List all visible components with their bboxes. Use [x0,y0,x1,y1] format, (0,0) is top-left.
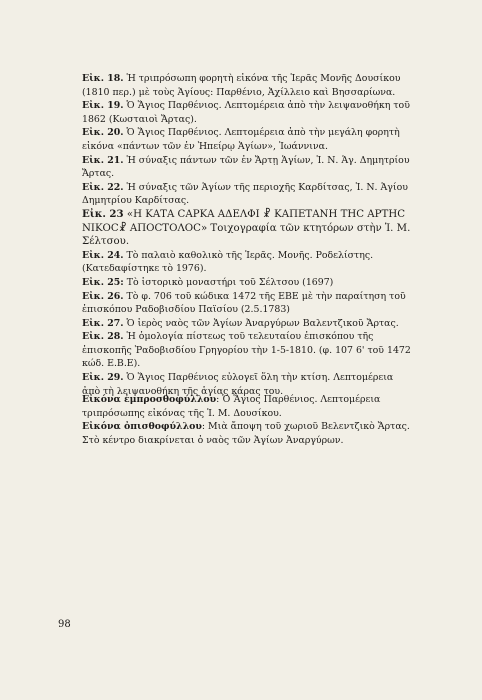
figure-captions [82,72,414,398]
cover-notes [82,393,414,447]
page-number: 98 [58,619,71,630]
caption-20: Εἰκ. 20. Ὁ Ἅγιος Παρθένιος. Λεπτομέρεια ἀπὸ τὴν μεγάλη φορητὴ εἰκόνα «πάντων τῶν ἐν Ἠπείρῳ Ἁγίων», Ἰωάννινα. [82,127,400,152]
caption-23: Εἰκ. 23 «Η ΚΑΤΑ ϹΑΡΚΑ ΑΔΕΛΦΙ ☧ ΚΑΠΕΤΑΝΗ ΤΗϹ ΑΡΤΗϹ ΝΙΚΟϹ☧ ΑΠΟϹΤΟΛΟϹ» Τοιχογραφία τῶν κτητόρων στὴν Ἱ. Μ. Σέλτσου. [82,207,411,248]
caption-24: Εἰκ. 24. Τὸ παλαιὸ καθολικὸ τῆς Ἱερᾶς. Μονῆς. Ροδελίστης. (Κατεδαφίστηκε τὸ 1976). [82,249,374,275]
caption-18: Εἰκ. 18. Ἡ τριπρόσωπη φορητὴ εἰκόνα τῆς Ἱερᾶς Μονῆς Δουσίκου (1810 περ.) μὲ τοὺς Ἁγίους: Παρθένιο, Ἀχίλλειο καὶ Βησσαρίωνα. [82,73,401,98]
caption-21: Εἰκ. 21. Ἡ σύναξις πάντων τῶν ἐν Ἄρτῃ Ἁγίων, Ἱ. Ν. Ἁγ. Δημητρίου Ἄρτας. [82,154,410,180]
caption-27: Εἰκ. 27. Ὁ ἱερὸς ναὸς τῶν Ἁγίων Ἀναργύρων Βαλεντζικοῦ Ἄρτας. [82,317,399,329]
caption-19: Εἰκ. 19. Ὁ Ἅγιος Παρθένιος. Λεπτομέρεια ἀπὸ τὴν λειψανοθήκη τοῦ 1862 (Κωσταιοὶ Ἄρτας). [82,100,410,125]
front-cover-note: Εἰκόνα ἐμπροσθοφύλλου: Ὁ Ἅγιος Παρθένιος. Λεπτομέρεια τριπρόσωπης εἰκόνας τῆς Ἱ. Μ. Δουσίκου. [82,394,381,419]
back-cover-note: Εἰκόνα ὀπισθοφύλλου: Μιὰ ἄποψη τοῦ χωριοῦ Βελεντζικὸ Ἄρτας. Στὸ κέντρο διακρίνεται ὁ ναὸς τῶν Ἁγίων Ἀναργύρων. [82,421,410,446]
caption-28: Εἰκ. 28. Ἡ ὁμολογία πίστεως τοῦ τελευταίου ἐπισκόπου τῆς ἐπισκοπῆς Ῥαδοβισδίου Γρηγορίου τὴν 1-5-1810. (φ. 107 6' τοῦ 1472 κώδ. Ε.Β.Ε). [82,331,411,370]
caption-25: Εἰκ. 25: Τὸ ἱστορικὸ μοναστήρι τοῦ Σέλτσου (1697) [82,276,334,288]
caption-29: Εἰκ. 29. Ὁ Ἅγιος Παρθένιος εὐλογεῖ ὅλη τὴν κτίση. Λεπτομέρεια ἀπὸ τὴ λειψανοθήκη τῆς ἁγίας κάρας του. [82,372,394,397]
caption-22: Εἰκ. 22. Ἡ σύναξις τῶν Ἁγίων τῆς περιοχῆς Καρδίτσας, Ἱ. Ν. Ἁγίου Δημητρίου Καρδίτσας. [82,181,408,207]
caption-26: Εἰκ. 26. Τὸ φ. 706 τοῦ κώδικα 1472 τῆς ΕΒΕ μὲ τὴν παραίτηση τοῦ ἐπισκόπου Ραδοβισδίου Παϊσίου (2.5.1783) [82,290,406,316]
